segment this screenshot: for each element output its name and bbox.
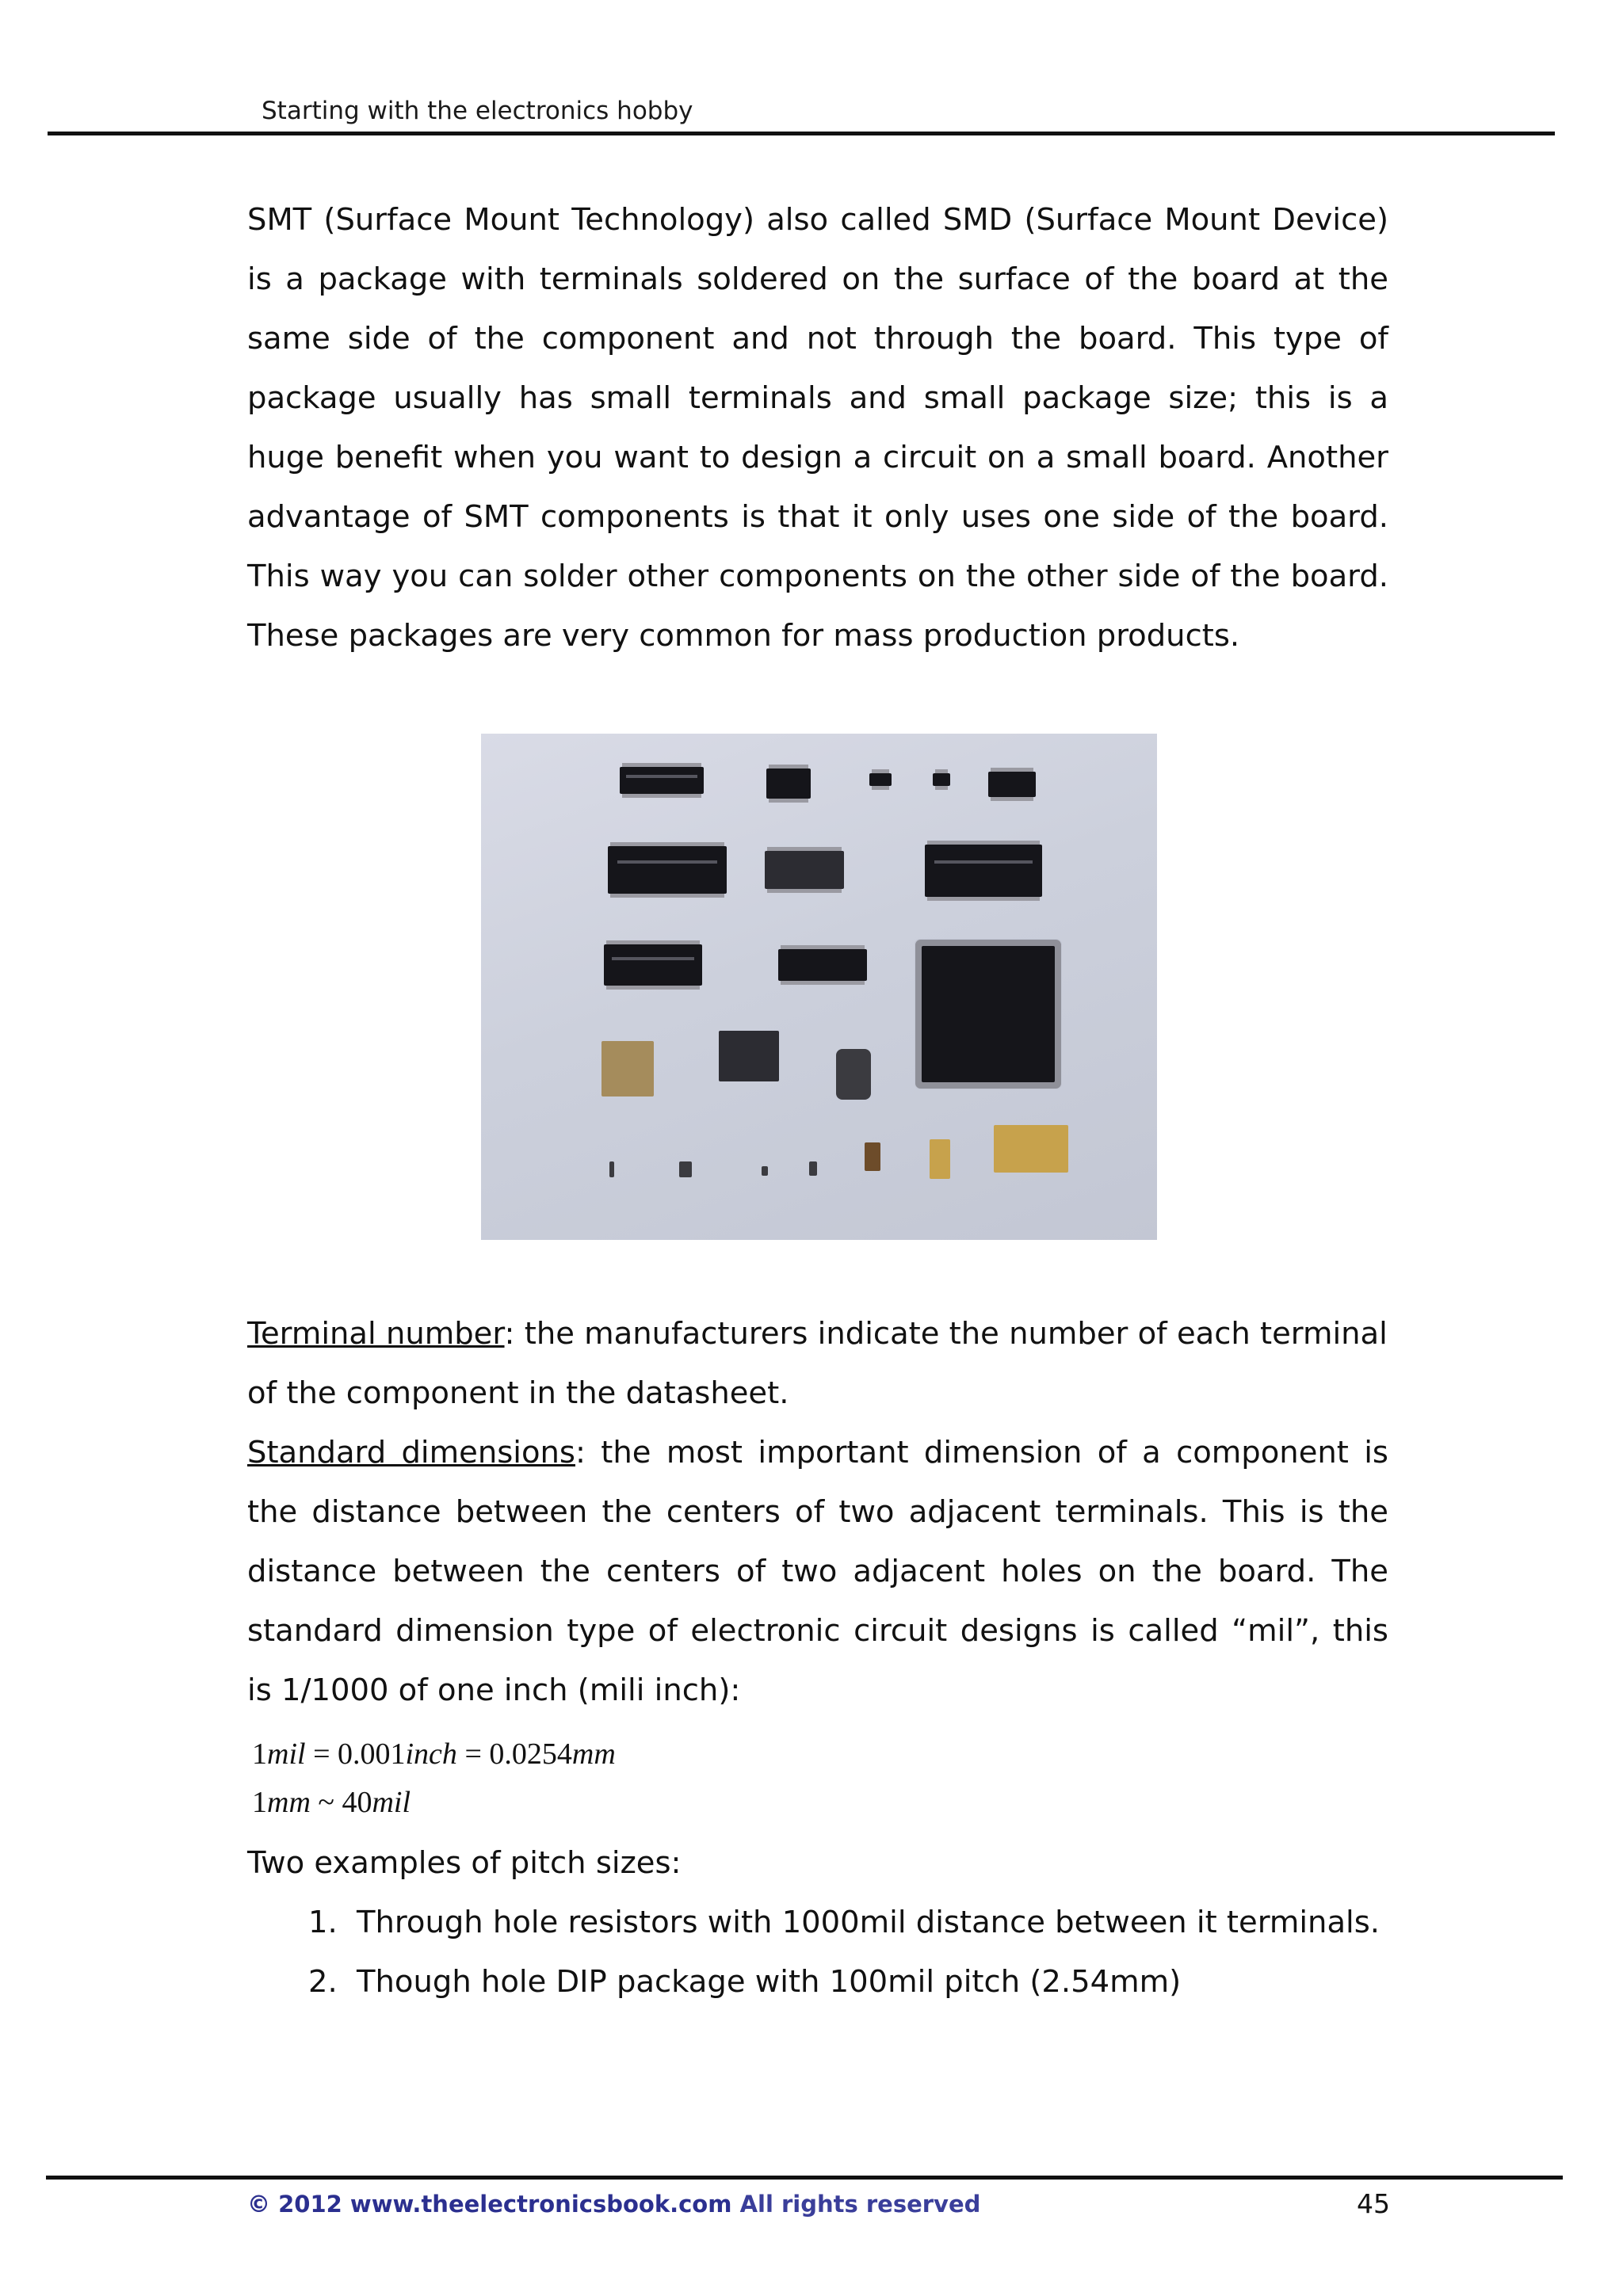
equation-mil-inch-mm: 1mil = 0.001inch = 0.0254mm — [252, 1737, 616, 1771]
list-item: 2. Though hole DIP package with 100mil pitch (2.54mm) — [347, 1952, 1388, 2012]
tantalum-capacitor — [930, 1139, 950, 1179]
term-standard-dimensions: Standard dimensions — [247, 1435, 575, 1470]
tantalum-capacitor — [994, 1125, 1068, 1173]
resistor — [609, 1161, 614, 1177]
dip-switch — [765, 851, 844, 889]
soic-chip — [766, 769, 811, 799]
capacitor — [865, 1142, 880, 1171]
term-terminal-number: Terminal number — [247, 1316, 505, 1352]
ssop-chip — [925, 845, 1042, 897]
equation-mm-mil: 1mm ~ 40mil — [252, 1786, 411, 1819]
relay-switch — [719, 1031, 779, 1081]
soic-chip — [988, 772, 1036, 797]
resistor — [762, 1166, 768, 1176]
sot-chip — [933, 773, 950, 786]
tssop-chip — [778, 949, 867, 981]
standard-dimensions-paragraph: Standard dimensions: the most important dimension of a component is the distance between the centers of two adjacent terminals. This is the distance between the centers of two adjacent holes on the board. The standard dimension type of electronic circuit designs is called “mil”, this is 1/1000 of one inch (mili inch): — [247, 1435, 1388, 1708]
terminal-number-paragraph: Terminal number: the manufacturers indicate the number of each terminal of the component in the datasheet. — [247, 1316, 1388, 1411]
pitch-examples-section — [247, 1833, 1388, 2012]
header-divider — [48, 132, 1555, 135]
resistor — [809, 1161, 817, 1176]
sot-chip — [869, 773, 892, 786]
resistor — [679, 1161, 692, 1177]
ssop-chip — [608, 846, 727, 894]
footer-copyright: © 2012 www.theelectronicsbook.com All rights reserved — [247, 2191, 981, 2218]
running-header: Starting with the electronics hobby — [262, 97, 693, 125]
list-item: 1. Through hole resistors with 1000mil distance between it terminals. — [347, 1893, 1388, 1952]
footer-divider — [46, 2176, 1563, 2180]
tssop-chip — [604, 944, 702, 986]
soic-chip — [620, 767, 704, 794]
smt-components-photo — [481, 734, 1157, 1240]
capacitor — [601, 1041, 654, 1097]
examples-intro: Two examples of pitch sizes: — [247, 1845, 682, 1881]
qfp-chip — [922, 946, 1055, 1082]
pitch-examples-list — [247, 1893, 1388, 2012]
inductor — [836, 1049, 871, 1100]
definitions-section — [247, 1304, 1388, 1720]
page-number: 45 — [1357, 2188, 1390, 2219]
intro-paragraph: SMT (Surface Mount Technology) also called SMD (Surface Mount Device) is a package with terminals soldered on the surface of the board at the same side of the component and not through the board. This type of package usually has small terminals and small package size; this is a huge benefit when you want to design a circuit on a small board. Another advantage of SMT components is that it only uses one side of the board. This way you can solder other components on the other side of the board. These packages are very common for mass production products. — [247, 202, 1388, 654]
